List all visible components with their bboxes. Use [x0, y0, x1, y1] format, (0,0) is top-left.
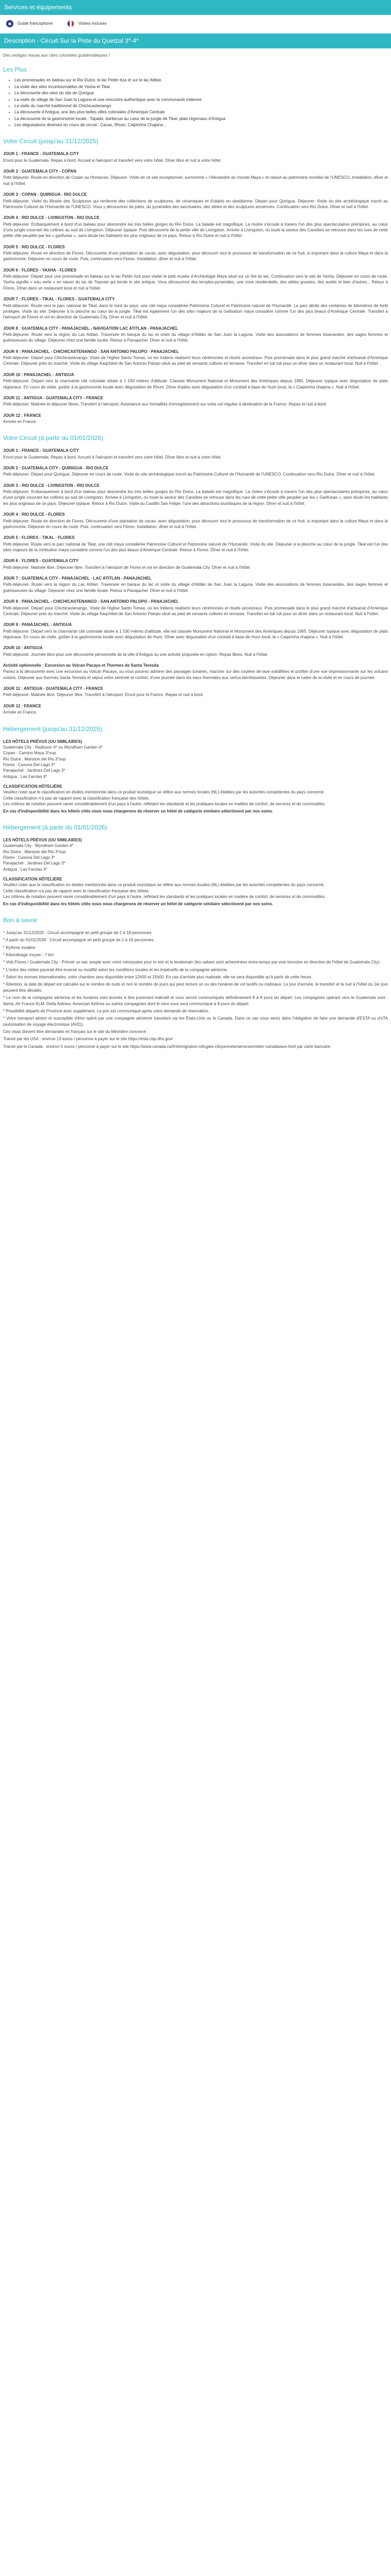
hotel-line: Antigua : Las Farolas 4*: [3, 774, 47, 779]
bon-a-savoir-item: * Vols Flores / Guatemala City : Prévoir un sac souple avec votre nécessaire pour le soir et le lendemain (les valises sont acheminées entre-temps par voie terrestre en direction de l'hôtel de Guatemala City).: [3, 960, 381, 965]
classification-paragraph: Cette classification n'a pas de rapport avec la classification française des hôtels.: [3, 888, 150, 893]
plus-item: • La découverte de la gastronomie locale : Tapado, barbecue au cœur de la jungle de Tikal, plats régionaux d'Antigua: [14, 116, 388, 122]
hotel-line: Panajachel : Jardines Del Lago 3*: [3, 768, 66, 773]
bon-a-savoir-item: * Rythme modéré: [3, 945, 36, 950]
day-title: JOUR 5 : RIO DULCE - FLORES: [3, 244, 65, 249]
itinerary-day: [3, 645, 388, 657]
day-text: Petit-déjeuner. Matinée et déjeuner libres. Transfert à l'aéroport. Assistance aux formalités d'enregistrement sur votre vol régulier à destination de la France. Repas et nuit à bord.: [3, 402, 327, 407]
french-flag-icon: [67, 20, 74, 27]
bon-a-savoir-item: * Votre transport aérien et suscepible d'être opéré par une compagnie aérienne transitant via les États-Unis ou le Canada. Dans ce cas vous serez dans l'obligation de faire une demande d'ESTA ou d'eTA (autorisation de voyage électronique (AVE)).: [3, 1016, 388, 1027]
itinerary-1-title: Votre Circuit (jusqu'au 31/12/2025): [3, 138, 99, 145]
day-title: JOUR 10 : PANAJACHEL - ANTIGUA: [3, 372, 74, 377]
classification-label: CLASSIFICATION HÔTELIÈRE: [3, 784, 62, 789]
bon-a-savoir-title: Bon à savoir: [3, 916, 38, 924]
day-title: JOUR 6 : FLORES - GUATEMALA CITY: [3, 558, 79, 564]
itinerary-2-title: Votre Circuit (à partir du 01/01/2026): [3, 434, 104, 442]
plus-item: • La visite du marché traditionnel de Chichicastenango: [14, 103, 388, 109]
day-text: Petit-déjeuner. Départ pour Chichicastenango. Visite de l'église Santo Tomas, où les Indiens réalisent leurs cérémonies et rituels ancestraux. Puis promenade dans le plus grand marché d'artisanat d'Amérique Centrale. Déjeuner près du marché. Visite du village Kaqchikel de San Antonio Palopo situé au pied de versants cultivés en terrasse. Transfert en tuk tuk pour un dîner dans un restaurant local. Nuit à l'hôtel.: [3, 605, 388, 616]
bon-a-savoir-item: * Attention, la date de départ est calculée sur le nombre de nuits et non le nombre de jours qui peut inclure un ou des horaires de vol tardifs ou matinaux. Le jour d'arrivée, le transfert et la nuit à l'hôtel du 1er jour peuvent être décalés.: [3, 982, 388, 993]
bon-a-savoir-list: [3, 930, 388, 1049]
day-title: JOUR 8 : PANAJACHEL - CHICHICASTENANGO - SAN ANTONIO PALOPO - PANAJACHEL: [3, 599, 179, 604]
itinerary-day: [3, 395, 388, 408]
bon-a-savoir-item: * Kilométrage moyen : 7 km: [3, 952, 54, 957]
day-title: JOUR 9 : PANAJACHEL - CHICHICASTENANGO - SAN ANTONIO PALOPO - PANAJACHEL: [3, 349, 179, 354]
services-row: [0, 15, 391, 33]
day-title: JOUR 1 : FRANCE - GUATEMALA CITY: [3, 151, 79, 157]
day-text: Envol pour le Guatemala. Repas à bord. Accueil à l'aéroport et transfert vers votre hôtel. Dîner libre et nuit à votre hôtel.: [3, 158, 222, 163]
day-title: JOUR 5 : FLORES - TIKAL - FLORES: [3, 535, 75, 540]
classification-paragraph: Les critères de notation peuvent varier considérablement d'un pays à l'autre, reflétant les standards et les pratiques locales en matière de confort, de services et de commodités.: [3, 802, 326, 807]
day-text: Petit-déjeuner. Visite du Musée des Sculptures qui renferme des collections de sculptures, de céramiques et d'objets en obsidienne. Départ pour Quirigua. Déjeuner. Visite du site archéologique inscrit au Patrimoine Culturel de l'Humanité de l'UNESCO. Vous y découvrirez de jolies, du pyramides des sanctuaires, des stèles et des sculptures anciennes. Continuation vers Rio Dulce. Dîner et nuit à l'hôtel.: [3, 198, 388, 209]
day-text: Petit-déjeuner. Route vers le parc national de Tikal, une cité maya considérée Patrimoine Culturel et Patrimoine naturel de l'Humanité. Visite du site. Déjeuner à la planche au cœur de la jungle. Tikal est l'un des sites majeurs de la civilisation maya considéré comme l'un des plus beaux d'Amérique Centrale. Retour à Flores. Dîner et nuit à l'hôtel.: [3, 541, 388, 552]
classification-label: CLASSIFICATION HÔTELIÈRE: [3, 877, 62, 882]
hotels-1-title: Hébergement (jusqu'au 31/12/2025): [3, 725, 102, 733]
service-guide: [6, 20, 53, 27]
itinerary-day: [3, 512, 388, 530]
hotels-label: LES HÔTELS PRÉVUS (OU SIMILAIRES): [3, 837, 82, 842]
hotel-line: Rio Dulce : Mansion del Rio 3*sup: [3, 849, 66, 854]
itinerary-day: [3, 192, 388, 210]
itinerary-day: [3, 622, 388, 640]
itinerary-day: [3, 465, 388, 478]
itinerary-day: [3, 599, 388, 617]
itinerary-day: [3, 296, 388, 320]
day-text: Petit-déjeuner. Route en direction de Flores. Découverte d'une plantation de cacao, avec dégustation, pour découvrir tout le processus de transformation de ce fruit, si important dans la culture Maya et dans la gastronomie. Déjeuner en cours de route. Puis, continuation vers Flores. Installation, dîner et nuit à l'hôtel.: [3, 518, 388, 529]
classification-paragraph: Cette classification n'a pas de rapport avec la classification française des hôtels.: [3, 795, 150, 801]
availability-note: En cas d'indisponibilité dans les hôtels cités nous nous chargerons de réserver un hôtel de catégorie similaire sélectionné par nos soins.: [3, 901, 273, 906]
day-title: JOUR 10 : ANTIGUA: [3, 646, 43, 651]
itinerary-day: [3, 686, 388, 698]
day-text: Petit-déjeuner. Matinée libre. Déjeuner libre. Transfert à l'aéroport de Flores et vol en direction de Guatemala City. Dîner et nuit à l'hôtel.: [3, 565, 251, 570]
itinerary-day: [3, 535, 388, 553]
day-text: Arrivée en France.: [3, 710, 37, 715]
hotel-line: Flores : Casona Del Lago 3*: [3, 855, 55, 860]
itinerary-day: [3, 663, 388, 681]
day-text: Petit-déjeuner. Matinée libre. Déjeuner libre. Transfert à l'aéroport. Envol pour la France. Repas et nuit à bord.: [3, 692, 204, 698]
availability-note: En cas d'indisponibilité dans les hôtels cités nous nous chargerons de réserver un hôtel de catégorie similaire sélectionné par nos soins.: [3, 808, 273, 814]
description-header: Description - Circuit Sur la Piste du Quetzal 3*-4*: [0, 33, 391, 48]
guide-icon: ☻: [6, 20, 13, 27]
day-title: JOUR 8 : GUATEMALA CITY - PANAJACHEL - NAVIGATION LAC ATITLAN - PANAJACHEL: [3, 326, 178, 331]
hotels-2-title: Hébergement (à partir du 01/01/2026): [3, 823, 107, 831]
itinerary-day: [3, 483, 388, 506]
description-intro: Des vestiges mayas aux cités coloniales guatémaltèques !: [3, 53, 110, 58]
service-label-guide: Guide francophone: [18, 21, 53, 26]
day-text: Petit-déjeuner. Route vers le parc national de Tikal, dans le nord du pays, une cité maya considérée Patrimoine Culturel et Patrimoine naturel de l'Humanité. Le parc abrite des centaines de kilomètres de forêt protégée. Visite du site. Déjeuner à la planche au cœur de la jungle. Tikal est également l'un des sites majeurs de la civilisation maya considéré comme l'un des plus beaux d'Amérique Centrale. Transfert à l'aéroport de Flores et vol en direction de Guatemala City. Dîner et nuit à l'hôtel.: [3, 303, 388, 320]
service-visits: [67, 20, 107, 27]
day-text: Petit-déjeuner. Départ pour Chichicastenango. Visite de l'église Santo Tomas, où les Indiens réalisent leurs cérémonies et rituels ancestraux. Puis promenade dans le plus grand marché d'artisanat d'Amérique Centrale. Déjeuner près du marché. Visite du village Kaqchikel de San Antonio Palopo situé au pied de versants cultivés en terrasse. Transfert en tuk tuk pour un dîner dans un restaurant local. Nuit à l'hôtel.: [3, 355, 388, 366]
itinerary-day: [3, 215, 388, 239]
itinerary-day: [3, 413, 388, 425]
bon-a-savoir-item: * Jusqu'au 31/12/2025 : Circuit accompagné en petit groupe de 2 à 18 personnes: [3, 930, 152, 935]
itinerary-day: [3, 448, 388, 460]
itinerary-day: [3, 558, 388, 570]
classification-paragraph: Les critères de notation peuvent varier considérablement d'un pays à l'autre, reflétant les standards et les pratiques locales en matière de confort, de services et de commodités.: [3, 894, 326, 900]
day-title: JOUR 1 : FRANCE - GUATEMALA CITY: [3, 448, 79, 453]
day-text: Petit-déjeuner. Route en direction de Flores. Découverte d'une plantation de cacao, avec dégustation, pour découvrir tout le processus de transformation de ce fruit, si important dans la culture Maya et dans la gastronomie. Déjeuner en cours de route. Puis, continuation vers Flores. Installation, dîner et nuit à l'hôtel.: [3, 251, 388, 262]
service-label-visits: Visites incluses: [78, 21, 107, 26]
day-title: JOUR 7 : GUATEMALA CITY - PANAJACHEL - LAC ATITLAN - PANAJACHEL: [3, 576, 152, 581]
day-text: Petit-déjeuner. Route vers la région du Lac Atitlan. Traversée en barque du lac et visite du village d'Atitlán de San Juan la Laguna. Visite des associations de femmes tisserandes, des sages femmes et guérisseuses du village. Déjeuner chez une famille locale. Retour à Panajachel. Dîner et nuit à l'hôtel.: [3, 332, 388, 343]
itinerary-1-days: [3, 151, 388, 425]
day-text: Petit-déjeuner. Route en direction de Copán au Honduras. Déjeuner. Visite de ce site exceptionnel, surnommé « l'Alexandrie du monde Maya » et classé au patrimoine mondial de l'UNESCO. Installation, dîner et nuit à l'hôtel.: [3, 175, 388, 186]
day-title: JOUR 4 : RIO DULCE - LIVINGSTON - RIO DULCE: [3, 215, 100, 221]
services-header: Services et équipements: [0, 0, 391, 15]
hotels-2-block: [3, 837, 388, 907]
page: [0, 0, 391, 1058]
bon-a-savoir-item: Transit par les USA : environ 13 euros / personne à payer sur le site https://esta.cbp.dhs.gov/: [3, 1037, 173, 1042]
hotels-label: LES HÔTELS PRÉVUS (OU SIMILAIRES): [3, 739, 82, 744]
day-text: Partez à la découverte avec une excursion au Volcan Pacaya, ou vous pourrez admirer des paysages lunaires, marcher sur des coulées de lave solidifiées et profiter d'une vue impressionnante sur les volcans voisins. Déjeuner aux thermes Santa Teresita et séjour entre sérénité et confort, d'une journée dans les eaux thermales aux vertus bienfaisantes. Déjeuner dans le cadre de la visite et en cours de journée.: [3, 669, 388, 680]
plus-item: • La découverte d'Antigua, une des plus belles villes coloniales d'Amérique Centrale: [14, 109, 388, 115]
day-title: JOUR 2 : GUATEMALA CITY - QUIRIGUA - RIO DULCE: [3, 466, 109, 471]
hotel-line: Rio Dulce : Mansion del Rio 3*sup: [3, 756, 66, 761]
bon-a-savoir-item: Transit par le Canada : environ 5 euros / personne à payer sur le site https://www.canada.ca/fr/immigration-refugies-citoyennete/services/visiter-canada/ave.html par carte bancaire.: [3, 1044, 332, 1049]
day-title: JOUR 4 : RIO DULCE - FLORES: [3, 512, 65, 517]
day-text: Arrivée en France.: [3, 419, 37, 424]
plus-item: • La visite du village de San Juan la Laguna et une rencontre authentique avec la communauté indienne: [14, 97, 388, 103]
plus-item: • Les dégustations diverses en cours de circuit : Cacao, Rhum, Caipirinha Chapina...: [14, 122, 388, 128]
day-text: Petit-déjeuner. Départ pour une promenade en bateau sur le lac Petén Itzá pour visiter le petit musée d'Archéologie Maya situé sur un îlot du lac. Continuation vers le site de Yaxha. Déjeuner en cours de route. Yaxha signifie « eau verte » en raison du lac de Topoxte qui borde le site antique. Vous découvrirez des temples-pyramides, une zone résidentielle, des stèles gravées, des autels et bien d'autres... Retour à Flores. Dîner dans un restaurant local et nuit à l'hôtel.: [3, 274, 388, 291]
itinerary-day: [3, 244, 388, 262]
day-text: Petit-déjeuner. Embarquement à bord d'un bateau pour descendre les très belles gorges du Rio Dulce. La balade est magnifique. La rivière s'écoule à travers l'un des plus spectaculaires précipices, au cœur d'une jungle couvrant les collines au sud de Livingston. Arrivée à Livingston, où toute la saveur des Caraïbes se retrouve dans les rues de cette petite ville peuplée par les « Garifunas », sans doute les habitants les plus originaux de ce pays. Déjeuner typique. Retour à Rio Dulce. Visite du Castillo San Felipe, l'une des attractions touristiques de la région. Dîner et nuit à l'hôtel.: [3, 489, 388, 506]
day-text: Petit-déjeuner. Journée libre pour une découverte personnelle de la ville d'Antigua ou une activité proposée en option. Repas libres. Nuit à l'hôtel.: [3, 652, 269, 657]
plus-item: • La découverte des sites du site de Quirigua: [14, 90, 388, 96]
bon-a-savoir-item: * Le nom de la compagnie aérienne et les horaires sont donnés à titre purement indicatif et vous seront communiqués définitivement 8 à 8 jours du départ. Les compagnies opérant vers le Guatemala sont : Iberia, Air France KLM, Delta Airlines, American Airlines ou autres compagnies dont le nom vous sera communiqué à 8 jours du départ.: [3, 995, 388, 1006]
day-text: Petit-déjeuner. Départ vers la charmante cité coloniale située à 1 530 mètres d'altitude, elle est classée Monument National et Monument des Amériques depuis 1965. Déjeuner typique avec dégustation de plats régionaux. En cours de visite, goûter à la gastronomie locale avec dégustation de rhum. Dîner avec dégustation d'un cocktail à base de rhum local, la « Caipirinha chapina ». Nuit à l'hôtel.: [3, 629, 388, 639]
hotel-line: Antigua : Las Farolas 4*: [3, 867, 47, 872]
hotel-line: Guatemala City : Radisson 4* ou Wyndham Garden 4*: [3, 744, 103, 750]
itinerary-day: [3, 168, 388, 187]
plus-list: [3, 77, 388, 128]
itinerary-day: [3, 372, 388, 390]
bon-a-savoir-item: * Possibilité départs de Province avec supplément. Le prix est communiqué après votre demande de réservation.: [3, 1008, 209, 1013]
bon-a-savoir-item: * Selon les normes internationales, votre chambre sera disponible entre 12h00 et 15h00. En cas d'arrivée plus matinale, elle ne sera disponible qu'à partir de cette heure.: [3, 975, 313, 980]
hotel-line: Flores : Casona Del Lago 3*: [3, 762, 55, 768]
itinerary-day: [3, 575, 388, 594]
plus-title: Les Plus: [3, 66, 27, 74]
itinerary-day: [3, 151, 388, 163]
day-title: JOUR 9 : PANAJACHEL - ANTIGUA: [3, 622, 72, 628]
classification-paragraph: Veuillez noter que le classification en étoiles mentionnée dans ce produit touristique se réfère aux normes locales (NL) établies par les autorités compétentes du pays concerné.: [3, 883, 325, 888]
bon-a-savoir-item: Ces visas doivent être demandés en français sur le site du Ministère concerné :: [3, 1029, 149, 1034]
itinerary-2-days: [3, 448, 388, 715]
hotel-line: Panajachel : Jardines Del Lago 3*: [3, 861, 66, 866]
day-title: JOUR 2 : GUATEMALA CITY - COPAN: [3, 169, 76, 174]
itinerary-day: [3, 703, 388, 716]
day-text: Envol pour le Guatemala. Repas à bord. Accueil à l'aéroport et transfert vers votre hôtel. Dîner libre et nuit à votre hôtel.: [3, 454, 222, 460]
day-text: Petit-déjeuner. Départ pour Quirigua. Déjeuner en cours de route. Visite du site archéologique inscrit au Patrimoine Culturel de l'Humanité de l'UNESCO. Continuation vers Rio Dulce. Dîner et nuit à l'hôtel.: [3, 472, 376, 477]
content: [0, 53, 391, 1049]
day-text: Petit-déjeuner. Route vers la région du Lac Atitlan. Traversée en barque du lac et visite du village d'Atitlán de San Juan la Laguna. Visite des associations de femmes tisserandes, des sages femmes et guérisseuses du village. Déjeuner chez une famille locale. Retour à Panajachel. Dîner et nuit à l'hôtel.: [3, 582, 388, 593]
day-title: Activité optionnelle : Excursion au Volcan Pacaya et Thermes de Santa Teresita: [3, 663, 159, 668]
day-title: JOUR 3 : COPAN - QUIRIGUA - RIO DULCE: [3, 192, 87, 197]
day-text: Petit-déjeuner. Départ vers la charmante cité coloniale située à 1 530 mètres d'altitude. Classée Monument National et Monument des Amériques depuis 1965. Déjeuner typique avec dégustation de plats régionaux. En cours de visite, goûter à la gastronomie locale avec dégustation de Rhum. Dîner d'adieu avec dégustation d'un cocktail à base de rhum local, la « Caipirinha chapina ». Nuit à l'hôtel.: [3, 379, 388, 389]
day-title: JOUR 6 : FLORES - YAXHA - FLORES: [3, 267, 76, 273]
hotels-1-block: [3, 739, 388, 814]
day-text: Petit-déjeuner. Embarquement à bord d'un bateau pour descendre les très belles gorges du Rio Dulce. La balade est magnifique. La rivière s'écoule à travers l'un des plus spectaculaires précipices, au cœur d'une jungle couvrant les collines au sud de Livingston. Déjeuner typique. Puis découverte de la petite ville de Livingston. Arrivée à Livingston, où toute la saveur des Caraïbes se retrouve dans les rues de cette petite ville peuplée par les « garifunas », sans doute les habitants les plus originaux de ce pays. Retour à Rio Dulce et nuit à l'hôtel.: [3, 222, 388, 239]
plus-item: • Les promenades en bateau sur le Rio Dulce, le lac Petén Itza et sur le lac Atitlan: [14, 77, 388, 83]
itinerary-day: [3, 326, 388, 344]
day-title: JOUR 11 : ANTIGUA - GUATEMALA CITY - FRANCE: [3, 686, 103, 691]
day-title: JOUR 11 : ANTIGUA - GUATEMALA CITY - FRANCE: [3, 395, 103, 400]
itinerary-day: [3, 349, 388, 367]
day-title: JOUR 12 : FRANCE: [3, 703, 41, 708]
day-title: JOUR 3 : RIO DULCE - LIVINGSTON - RIO DULCE: [3, 483, 100, 488]
classification-paragraph: Veuillez noter que le classification en étoiles mentionnée dans ce produit touristique se réfère aux normes locales (NL) établies par les autorités compétentes du pays concerné.: [3, 790, 325, 795]
plus-item: • La visite des sites incontournables de Yaxha et Tikal: [14, 84, 388, 90]
bon-a-savoir-item: * A partir du 01/01/2026 : Circuit accompagné en petit groupe de 2 à 16 personnes: [3, 938, 154, 943]
bon-a-savoir-item: * L'ordre des visites pourrait être inversé ou modifié selon les conditions locales et les impératifs de la compagnie aérienne.: [3, 967, 228, 972]
hotel-line: Guatemala City : Wyndham Garden 4*: [3, 843, 74, 849]
hotel-line: Copan : Camino Maya 3*sup: [3, 751, 56, 756]
day-title: JOUR 7 : FLORES - TIKAL - FLORES - GUATEMALA CITY: [3, 297, 115, 302]
day-title: JOUR 12 : FRANCE: [3, 413, 41, 418]
itinerary-day: [3, 267, 388, 291]
